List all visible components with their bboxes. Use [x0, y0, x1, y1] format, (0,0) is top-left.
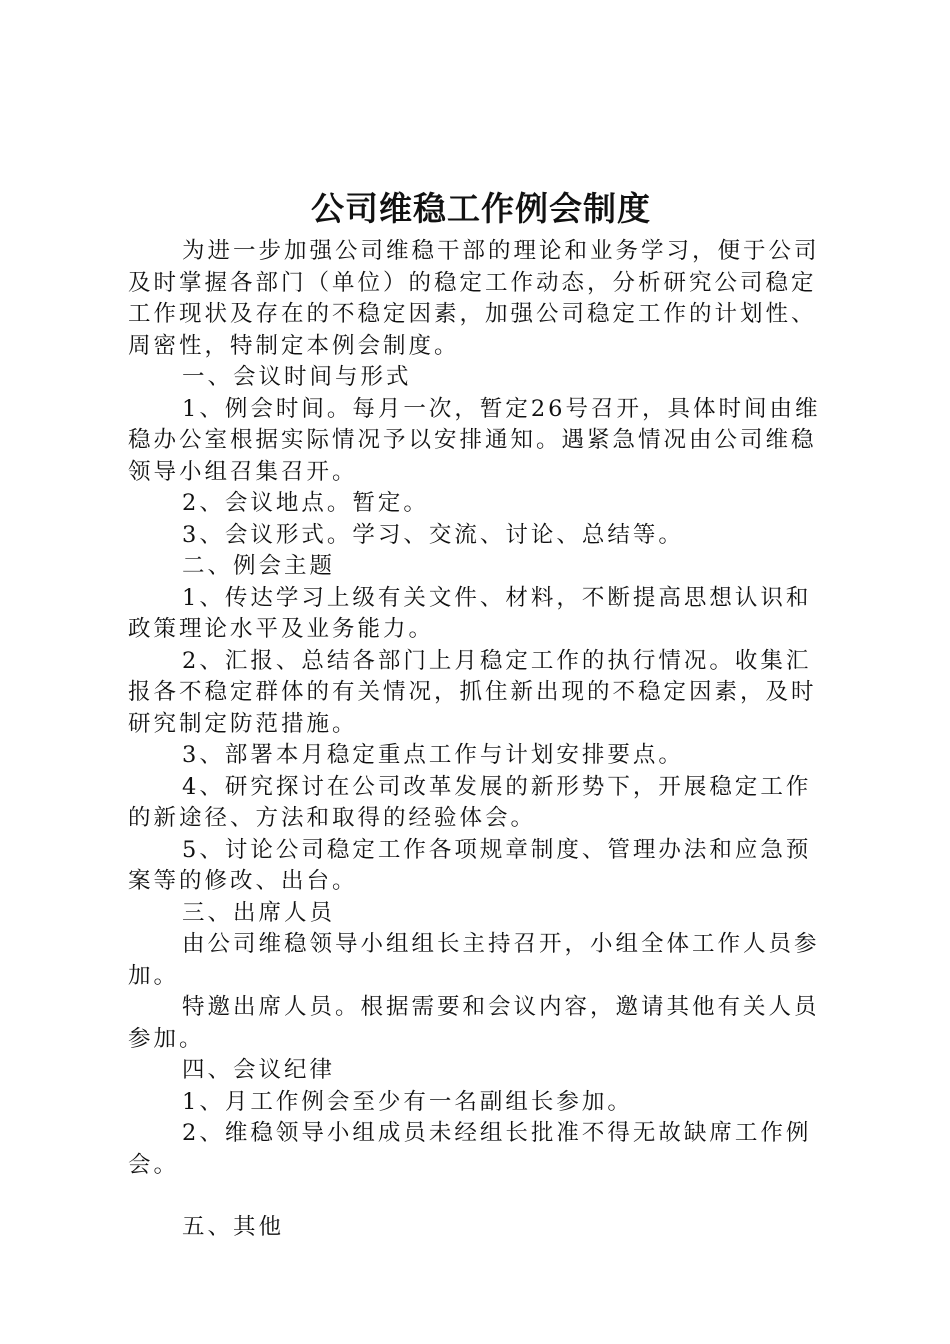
section-heading-2: 二、例会主题: [182, 553, 336, 579]
document-title: 公司维稳工作例会制度: [311, 189, 651, 228]
section-1-item-3: 3、会议形式。学习、交流、讨论、总结等。: [182, 521, 684, 548]
section-2-item-5: 5、讨论公司稳定工作各项规章制度、管理办法和应急预案等的修改、出台。: [128, 836, 812, 894]
section-heading-3: 三、出席人员: [182, 899, 336, 926]
section-3-paragraph-1: 由公司维稳领导小组组长主持召开，小组全体工作人员参加。: [128, 931, 820, 989]
section-2-item-3: 3、部署本月稳定重点工作与计划安排要点。: [182, 742, 684, 768]
section-3-paragraph-2: 特邀出席人员。根据需要和会议内容，邀请其他有关人员参加。: [128, 994, 820, 1052]
section-heading-5: 五、其他: [182, 1214, 285, 1240]
section-2-item-1: 1、传达学习上级有关文件、材料，不断提高思想认识和政策理论水平及业务能力。: [128, 584, 812, 642]
section-heading-1: 一、会议时间与形式: [182, 364, 412, 390]
section-2-item-2: 2、汇报、总结各部门上月稳定工作的执行情况。收集汇报各不稳定群体的有关情况，抓住新出现的不稳定因素，及时研究制定防范措施。: [128, 647, 817, 737]
section-1-item-1: 1、例会时间。每月一次，暂定26号召开，具体时间由维稳办公室根据实际情况予以安排通知。遇紧急情况由公司维稳领导小组召集召开。: [128, 395, 821, 485]
blank-line: [128, 1181, 834, 1212]
section-2-item-4: 4、研究探讨在公司改革发展的新形势下，开展稳定工作的新途径、方法和取得的经验体会。: [128, 773, 812, 831]
section-4-item-1: 1、月工作例会至少有一名副组长参加。: [182, 1088, 633, 1115]
section-4-item-2: 2、维稳领导小组成员未经组长批准不得无故缺席工作例会。: [128, 1120, 812, 1178]
intro-paragraph: 为进一步加强公司维稳干部的理论和业务学习，便于公司及时掌握各部门（单位）的稳定工作动态，分析研究公司稳定工作现状及存在的不稳定因素，加强公司稳定工作的计划性、周密性，特制定本例会制度。: [128, 238, 820, 359]
document-body: [128, 184, 834, 1244]
section-1-item-2: 2、会议地点。暂定。: [182, 490, 429, 516]
section-heading-4: 四、会议纪律: [182, 1057, 336, 1083]
